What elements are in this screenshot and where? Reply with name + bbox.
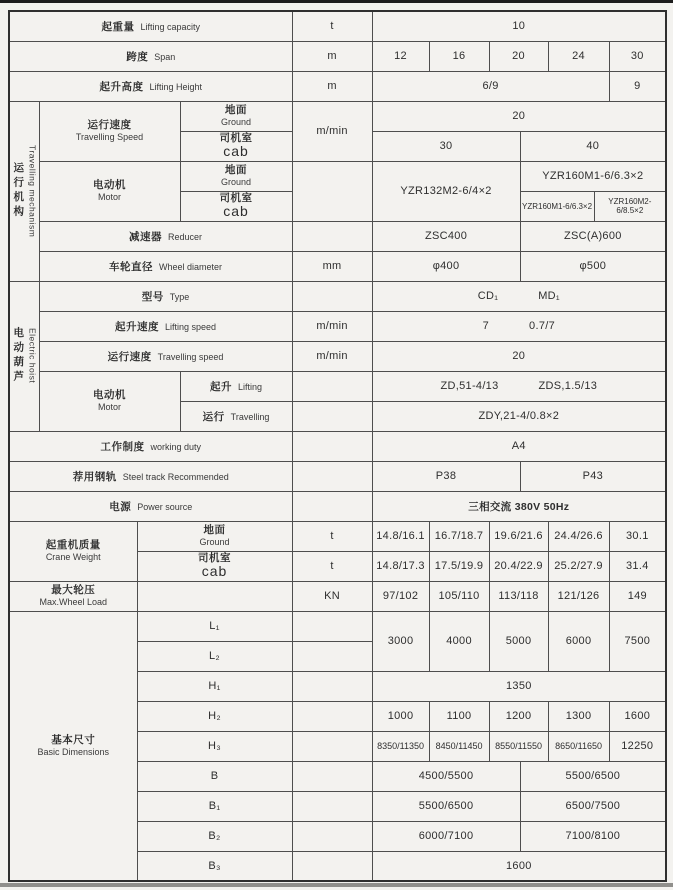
hoist-motor-lifting-label: [180, 371, 292, 401]
dim-b1-value-left: 5500/6500: [372, 791, 520, 821]
reducer-value-right: ZSC(A)600: [520, 221, 666, 251]
dim-l1-unit-empty: [292, 611, 372, 641]
working-duty-unit-empty: [292, 431, 372, 461]
tm-motor-unit-empty: [292, 161, 372, 221]
dim-l-v3: 5000: [489, 611, 548, 671]
power-source-label-zh: 电源: [109, 501, 132, 513]
dim-b2-value-left: 6000/7100: [372, 821, 520, 851]
dim-h2-v4: 1300: [548, 701, 609, 731]
dim-l1-label: L₁: [137, 611, 292, 641]
ground-label-en: Ground: [221, 176, 252, 187]
crane-weight-cab-unit: t: [292, 551, 372, 581]
lifting-height-label-en: Lifting Height: [149, 82, 203, 92]
hoist-motor-travelling-label-zh: 运行: [202, 411, 225, 423]
lifting-capacity-label-en: Lifting capacity: [140, 22, 201, 33]
cab-label-zh: 司机室: [219, 191, 253, 204]
cab-label-zh: 司机室: [198, 551, 232, 564]
hoist-motor-label-zh: 电动机: [93, 389, 126, 402]
travelling-speed-label-en: Travelling Speed: [75, 131, 144, 142]
hoist-lifting-speed-label: [39, 311, 292, 341]
hoist-motor-lifting-v1: ZD,51-4/13: [440, 380, 499, 392]
ground-label-zh: 地面: [225, 164, 248, 177]
hoist-motor-travelling-label: [180, 401, 292, 431]
cab-label-en: cab: [201, 563, 228, 580]
dim-b2-unit-empty: [292, 821, 372, 851]
hoist-motor-lifting-unit-empty: [292, 371, 372, 401]
dim-b2-label: B₂: [137, 821, 292, 851]
travelling-speed-label-zh: 运行速度: [87, 119, 132, 132]
crane-weight-ground-unit: t: [292, 521, 372, 551]
basic-dimensions-label-en: Basic Dimensions: [37, 746, 110, 757]
dim-l2-label: L₂: [137, 641, 292, 671]
lifting-capacity-label-zh: 起重量: [101, 21, 135, 34]
working-duty-label-en: working duty: [150, 442, 202, 452]
travelling-speed-label: [39, 101, 180, 161]
crane-weight-label-zh: 起重机质量: [45, 539, 101, 552]
span-value-30: 30: [609, 41, 666, 71]
hoist-motor-lifting-v2: ZDS,1.5/13: [538, 380, 598, 392]
max-wheel-load-sublabel-empty: [137, 581, 292, 611]
dim-h2-v3: 1200: [489, 701, 548, 731]
ground-label-en: Ground: [221, 116, 252, 127]
cwc-v2: 17.5/19.9: [429, 551, 489, 581]
working-duty-value: A4: [372, 431, 666, 461]
span-label-en: Span: [154, 52, 176, 62]
cwc-v1: 14.8/17.3: [372, 551, 429, 581]
dim-h3-unit-empty: [292, 731, 372, 761]
tm-motor-value-bottom-left: YZR160M1-6/6.3×2: [520, 191, 594, 221]
dim-h3-label: H₃: [137, 731, 292, 761]
lifting-height-value-main: 6/9: [372, 71, 609, 101]
section-travelling-mechanism: [9, 101, 39, 281]
hoist-type-md: MD₁: [538, 290, 560, 302]
dim-h1-unit-empty: [292, 671, 372, 701]
working-duty-label: [9, 431, 292, 461]
cwc-v5: 31.4: [609, 551, 666, 581]
hoist-type-unit-empty: [292, 281, 372, 311]
page-bottom-rule: [0, 883, 673, 887]
tm-motor-label-zh: 电动机: [93, 179, 126, 192]
lifting-height-label: [9, 71, 292, 101]
dim-h1-label: H₁: [137, 671, 292, 701]
lifting-height-label-zh: 起升高度: [99, 81, 144, 93]
steel-track-value-left: P38: [372, 461, 520, 491]
dim-l2-unit-empty: [292, 641, 372, 671]
max-wheel-load-label: [9, 581, 137, 611]
lifting-height-unit: m: [292, 71, 372, 101]
hoist-lifting-speed-label-zh: 起升速度: [115, 321, 159, 333]
tm-motor-label: [39, 161, 180, 221]
dim-b-label: B: [137, 761, 292, 791]
lifting-height-value-last: 9: [609, 71, 666, 101]
dim-h2-v5: 1600: [609, 701, 666, 731]
hoist-motor-label-en: Motor: [97, 401, 121, 412]
section-travelling-mechanism-zh: 运行机构: [12, 161, 25, 220]
tm-motor-cab-label: [180, 191, 292, 221]
dim-l-v5: 7500: [609, 611, 666, 671]
dim-h2-v2: 1100: [429, 701, 489, 731]
dim-b2-value-right: 7100/8100: [520, 821, 666, 851]
cab-label-en: cab: [223, 143, 249, 160]
hoist-motor-travelling-value: ZDY,21-4/0.8×2: [372, 401, 666, 431]
basic-dimensions-label: [9, 611, 137, 881]
span-value-20: 20: [489, 41, 548, 71]
dim-h3-v5: 12250: [609, 731, 666, 761]
page-top-rule: [0, 0, 673, 3]
steel-track-value-right: P43: [520, 461, 666, 491]
dim-h3-v4: 8650/11650: [548, 731, 609, 761]
hoist-motor-travelling-label-en: Travelling: [230, 412, 270, 422]
steel-track-unit-empty: [292, 461, 372, 491]
dim-b3-unit-empty: [292, 851, 372, 881]
hoist-lifting-speed-label-en: Lifting speed: [165, 322, 217, 332]
tm-motor-value-right-top: YZR160M1-6/6.3×2: [520, 161, 666, 191]
crane-spec-table: [8, 10, 667, 882]
tm-motor-ground-label: [180, 161, 292, 191]
reducer-unit-empty: [292, 221, 372, 251]
hoist-travelling-speed-label: [39, 341, 292, 371]
hoist-type-label: [39, 281, 292, 311]
power-source-value: 三相交流 380V 50Hz: [372, 491, 666, 521]
wheel-diameter-label-zh: 车轮直径: [109, 261, 153, 273]
cab-label-zh: 司机室: [219, 131, 253, 144]
hoist-motor-travelling-unit-empty: [292, 401, 372, 431]
reducer-label-zh: 减速器: [129, 231, 162, 243]
hoist-lifting-speed-v2: 0.7/7: [529, 320, 556, 332]
ground-label-en: Ground: [199, 536, 230, 547]
span-label-zh: 跨度: [126, 51, 149, 63]
dim-l-v1: 3000: [372, 611, 429, 671]
hoist-travelling-speed-unit: m/min: [292, 341, 372, 371]
power-source-label-en: Power source: [137, 502, 193, 512]
cwg-v2: 16.7/18.7: [429, 521, 489, 551]
dim-b1-label: B₁: [137, 791, 292, 821]
reducer-label: [39, 221, 292, 251]
section-travelling-mechanism-en: Travelling mechanism: [27, 144, 38, 238]
dim-h2-unit-empty: [292, 701, 372, 731]
dim-b-value-left: 4500/5500: [372, 761, 520, 791]
travelling-speed-cab-value-left: 30: [372, 131, 520, 161]
ground-label-zh: 地面: [203, 524, 226, 537]
dim-b-value-right: 5500/6500: [520, 761, 666, 791]
max-wheel-load-label-zh: 最大轮压: [51, 584, 96, 597]
cab-label-en: cab: [223, 203, 249, 220]
reducer-label-en: Reducer: [168, 232, 203, 242]
section-electric-hoist: [9, 281, 39, 431]
crane-weight-label: [9, 521, 137, 581]
dim-b1-unit-empty: [292, 791, 372, 821]
travelling-speed-ground-value: 20: [372, 101, 666, 131]
hoist-motor-lifting-label-en: Lifting: [238, 382, 263, 392]
max-wheel-load-unit: KN: [292, 581, 372, 611]
hoist-lifting-speed-value: [372, 311, 666, 341]
cwg-v3: 19.6/21.6: [489, 521, 548, 551]
dim-l-v4: 6000: [548, 611, 609, 671]
travelling-speed-cab-label: [180, 131, 292, 161]
lifting-capacity-unit: t: [292, 11, 372, 41]
power-source-label: [9, 491, 292, 521]
mwl-v4: 121/126: [548, 581, 609, 611]
dim-h2-label: H₂: [137, 701, 292, 731]
power-source-unit-empty: [292, 491, 372, 521]
span-value-24: 24: [548, 41, 609, 71]
ground-label-zh: 地面: [225, 104, 248, 117]
tm-motor-value-left: YZR132M2-6/4×2: [372, 161, 520, 221]
cwc-v3: 20.4/22.9: [489, 551, 548, 581]
mwl-v5: 149: [609, 581, 666, 611]
section-electric-hoist-zh: 电动葫芦: [12, 327, 25, 385]
tm-motor-label-en: Motor: [97, 191, 121, 202]
cwc-v4: 25.2/27.9: [548, 551, 609, 581]
steel-track-label-zh: 荐用钢轨: [72, 471, 117, 483]
hoist-lifting-speed-unit: m/min: [292, 311, 372, 341]
hoist-type-label-en: Type: [169, 292, 190, 302]
crane-weight-label-en: Crane Weight: [45, 551, 101, 562]
lifting-capacity-label: [9, 11, 292, 41]
dim-h3-v3: 8550/11550: [489, 731, 548, 761]
tm-motor-value-bottom-right: YZR160M2-6/8.5×2: [594, 191, 666, 221]
span-value-16: 16: [429, 41, 489, 71]
hoist-motor-lifting-value: [372, 371, 666, 401]
dim-b3-label: B₃: [137, 851, 292, 881]
hoist-type-cd: CD₁: [477, 290, 499, 302]
wheel-diameter-label: [39, 251, 292, 281]
wheel-diameter-unit: mm: [292, 251, 372, 281]
dim-h2-v1: 1000: [372, 701, 429, 731]
span-unit: m: [292, 41, 372, 71]
dim-b3-value: 1600: [372, 851, 666, 881]
hoist-type-value: [372, 281, 666, 311]
wheel-diameter-value-right: φ500: [520, 251, 666, 281]
working-duty-label-zh: 工作制度: [100, 441, 145, 453]
reducer-value-left: ZSC400: [372, 221, 520, 251]
span-label: [9, 41, 292, 71]
wheel-diameter-value-left: φ400: [372, 251, 520, 281]
hoist-travelling-speed-label-en: Travelling speed: [157, 352, 224, 362]
hoist-type-label-zh: 型号: [141, 291, 164, 303]
hoist-lifting-speed-v1: 7: [482, 320, 490, 332]
hoist-motor-lifting-label-zh: 起升: [210, 381, 232, 393]
dim-b1-value-right: 6500/7500: [520, 791, 666, 821]
basic-dimensions-label-zh: 基本尺寸: [51, 734, 96, 747]
dim-l-v2: 4000: [429, 611, 489, 671]
hoist-travelling-speed-value: 20: [372, 341, 666, 371]
travelling-speed-ground-label: [180, 101, 292, 131]
travelling-speed-unit: m/min: [292, 101, 372, 161]
mwl-v2: 105/110: [429, 581, 489, 611]
span-value-12: 12: [372, 41, 429, 71]
travelling-speed-cab-value-right: 40: [520, 131, 666, 161]
cwg-v5: 30.1: [609, 521, 666, 551]
mwl-v1: 97/102: [372, 581, 429, 611]
wheel-diameter-label-en: Wheel diameter: [159, 262, 223, 272]
cwg-v1: 14.8/16.1: [372, 521, 429, 551]
cwg-v4: 24.4/26.6: [548, 521, 609, 551]
mwl-v3: 113/118: [489, 581, 548, 611]
hoist-travelling-speed-label-zh: 运行速度: [107, 351, 152, 363]
crane-weight-cab-label: [137, 551, 292, 581]
section-electric-hoist-en: Electric hoist: [27, 328, 38, 384]
crane-weight-ground-label: [137, 521, 292, 551]
max-wheel-load-label-en: Max.Wheel Load: [39, 596, 108, 607]
dim-b-unit-empty: [292, 761, 372, 791]
lifting-capacity-value: 10: [372, 11, 666, 41]
dim-h3-v2: 8450/11450: [429, 731, 489, 761]
dim-h1-value: 1350: [372, 671, 666, 701]
steel-track-label: [9, 461, 292, 491]
steel-track-label-en: Steel track Recommended: [122, 472, 229, 482]
hoist-motor-label: [39, 371, 180, 431]
dim-h3-v1: 8350/11350: [372, 731, 429, 761]
